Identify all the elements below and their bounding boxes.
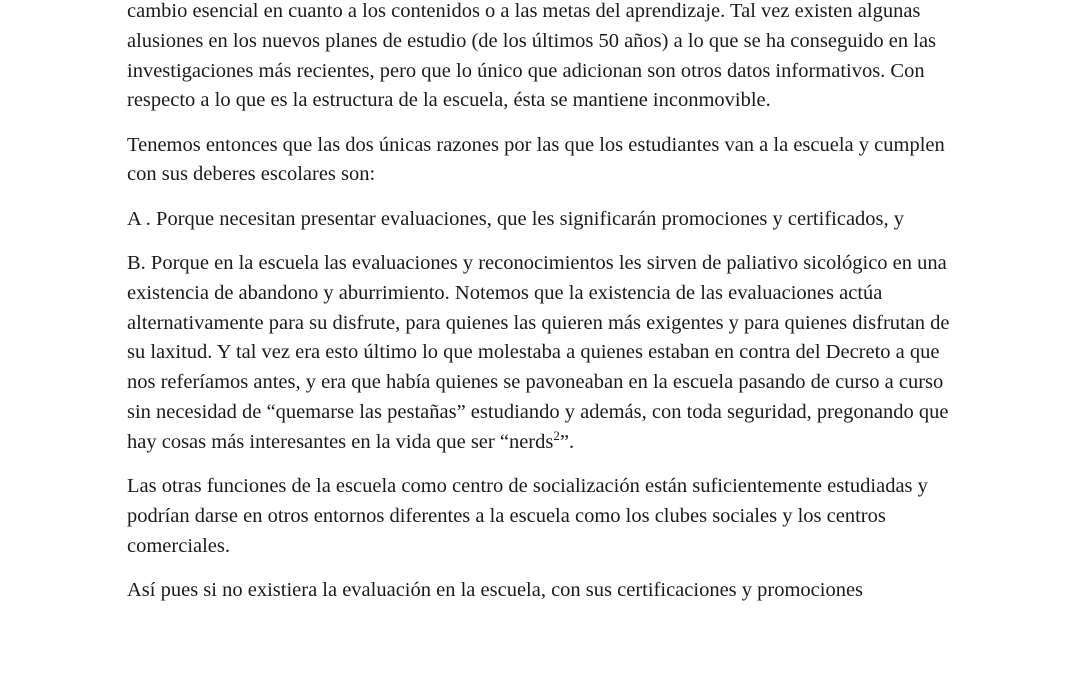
paragraph-content-change: cambio esencial en cuanto a los contenidos o a las metas del aprendizaje. Tal vez existen algunas alusiones en los nuevos planes de estudio (de los últimos 50 años) a lo que se ha conseguido en las investigaciones más recientes, pero que lo único que adicionan son otros datos informativos. Con respecto a lo que es la estructura de la escuela, ésta se mantiene inconmovible. [127,0,937,112]
reason-b-text: B. Porque en la escuela las evaluaciones y reconocimientos les sirven de paliativo sicológico en una existencia de abandono y aburrimiento. Notemos que la existencia de las evaluaciones actúa alternativamente para su disfrute, para quienes las quieren más exigentes y para quienes disfrutan de su laxitud. Y tal vez era esto último lo que molestaba a quienes estaban en contra del Decreto a que nos referíamos antes, y era que había quienes se pavoneaban en la escuela pasando de curso a curso sin necesidad de “quemarse las pestañas” estudiando y además, con toda seguridad, pregonando que hay cosas más interesantes en la vida que ser “nerds [127,252,950,453]
reason-b-text-end: ”. [559,430,575,453]
paragraph-reason-b [127,249,957,458]
text-column [127,0,957,620]
paragraph-no-evaluation: Así pues si no existiera la evaluación en la escuela, con sus certificaciones y promociones [127,579,864,602]
paragraph-two-reasons: Tenemos entonces que las dos únicas razones por las que los estudiantes van a la escuela y cumplen con sus deberes escolares son: [127,133,945,186]
footnote-marker[interactable]: 2 [553,428,560,444]
paragraph-socialization: Las otras funciones de la escuela como centro de socialización están suficientemente estudiadas y podrían darse en otros entornos diferentes a la escuela como los clubes sociales y los centros comerciales. [127,475,928,557]
paragraph-reason-a: A . Porque necesitan presentar evaluaciones, que les significarán promociones y certificados, y [127,207,905,230]
